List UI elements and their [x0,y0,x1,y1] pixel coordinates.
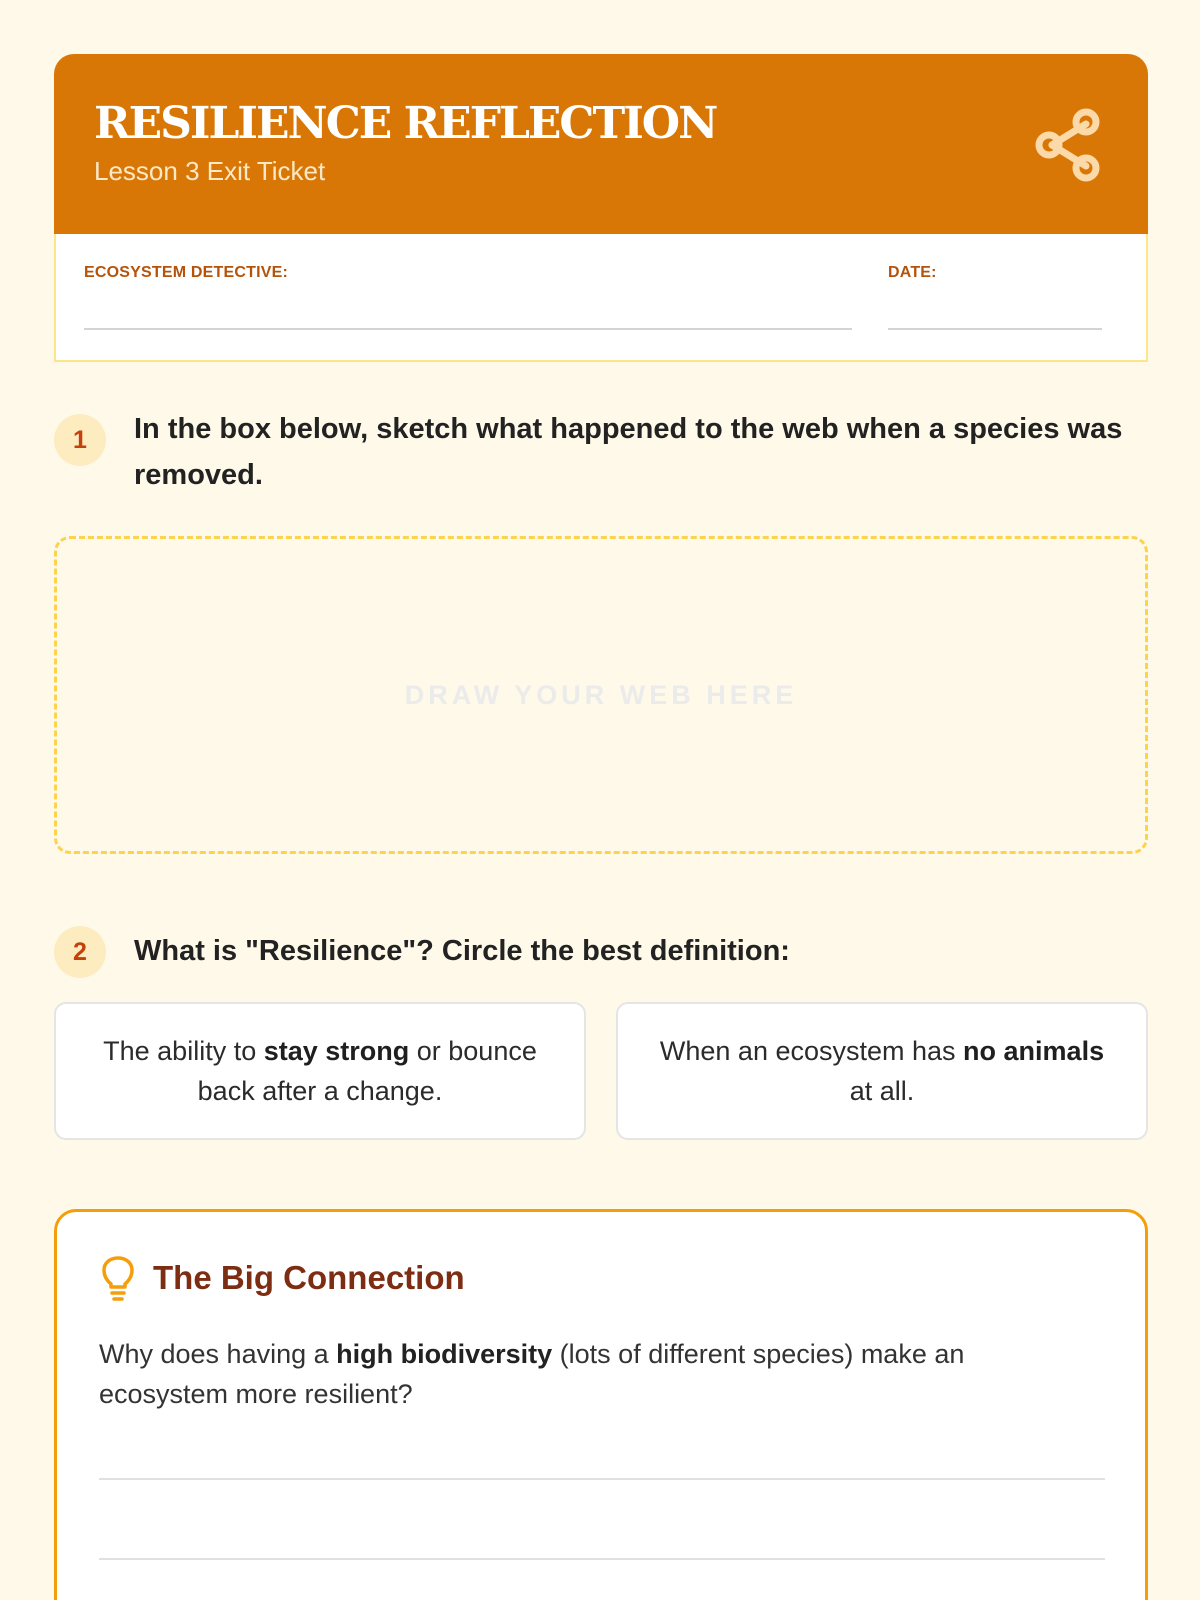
section-title: The Big Connection [153,1259,465,1296]
question-text: What is "Resilience"? Circle the best definition: [134,935,790,967]
answer-line[interactable] [99,1558,1105,1560]
name-field[interactable] [84,328,852,330]
lightbulb-icon [101,1256,135,1302]
big-connection-card [54,1209,1148,1600]
date-field[interactable] [888,328,1102,330]
date-label: DATE: [888,264,937,281]
answer-line[interactable] [99,1478,1105,1480]
page-title: RESILIENCE REFLECTION [94,98,717,149]
name-label: ECOSYSTEM DETECTIVE: [84,264,289,281]
option-a[interactable] [54,1002,586,1140]
question-text: In the box below, sketch what happened to the web when a species was removed. [134,413,1123,491]
option-b[interactable] [616,1002,1148,1140]
share-icon[interactable] [1032,106,1104,184]
option-text: When an ecosystem has no animals at all. [659,1036,1105,1106]
drawing-area[interactable] [54,536,1148,854]
option-text: The ability to stay strong or bounce back after a change. [103,1036,537,1106]
section-prompt: Why does having a high biodiversity (lots of different species) make an ecosystem more resilient? [99,1339,965,1409]
question-number: 2 [54,926,106,978]
student-info [54,234,1148,362]
worksheet [54,54,1148,1409]
question-number: 1 [54,414,106,466]
header-banner [54,54,1148,234]
drawing-hint: DRAW YOUR WEB HERE [404,679,798,710]
page-subtitle: Lesson 3 Exit Ticket [94,156,326,186]
